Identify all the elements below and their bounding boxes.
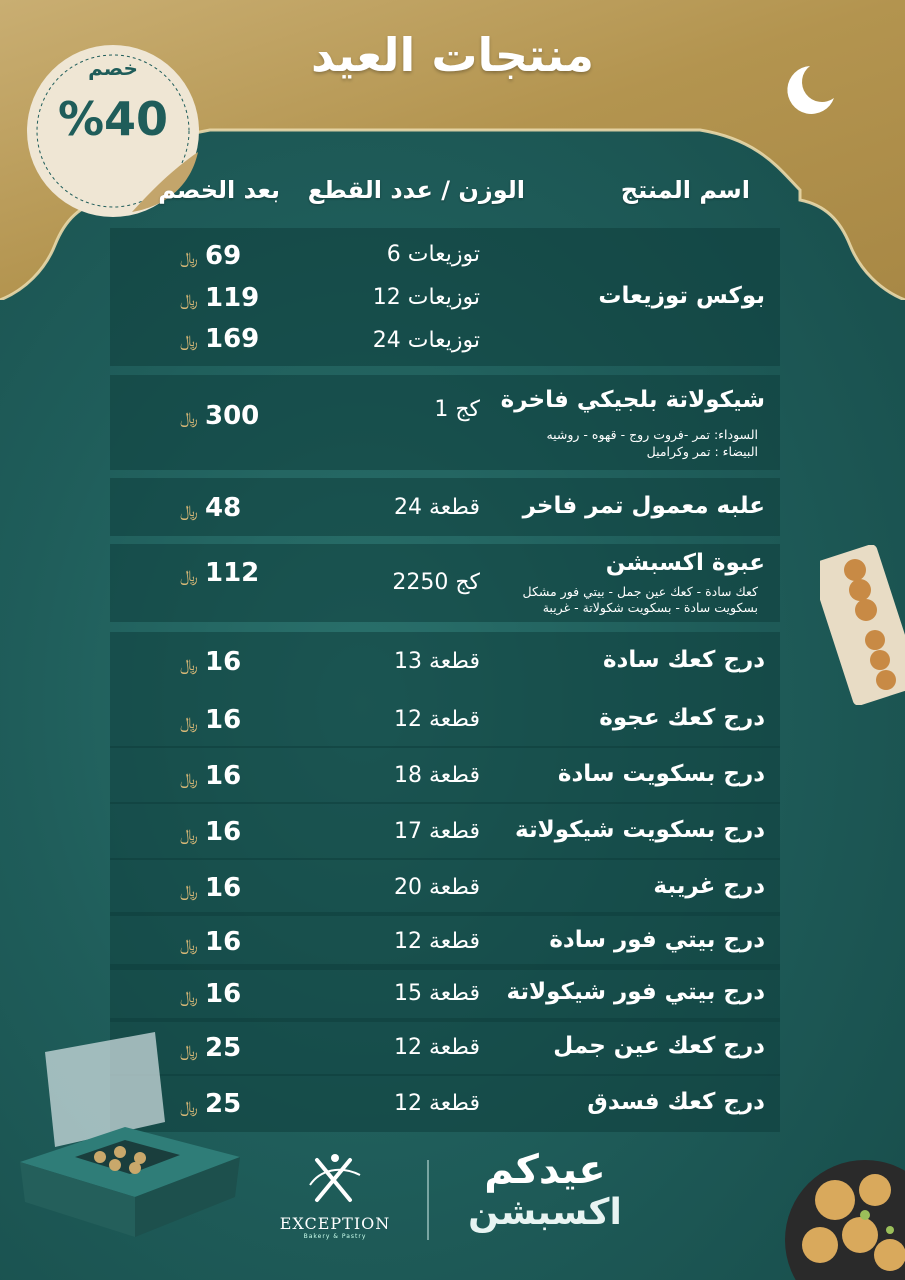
eid-slogan — [450, 1148, 640, 1234]
product-price: 16 — [205, 761, 242, 791]
product-qty: 24 توزيعات — [372, 328, 480, 353]
crescent-moon-icon — [780, 60, 840, 120]
riyal-icon: ﷼ — [180, 248, 198, 267]
product-qty: 15 قطعة — [394, 981, 480, 1006]
product-name: درج بيتي فور شيكولاتة — [506, 979, 765, 1005]
product-price: 16 — [205, 647, 242, 677]
product-price: 25 — [205, 1089, 242, 1119]
riyal-icon: ﷼ — [180, 290, 198, 309]
brand-name: EXCEPTION — [279, 1214, 391, 1233]
product-name: بوكس توزيعات — [598, 283, 765, 309]
riyal-icon: ﷼ — [180, 825, 198, 844]
table-row — [110, 964, 780, 1022]
gift-box-image — [15, 1022, 245, 1252]
product-price: 169 — [205, 324, 260, 354]
product-qty: 20 قطعة — [394, 875, 480, 900]
product-price: 119 — [205, 283, 260, 313]
product-description: السوداء: تمر -فروت روج - قهوه - روشيه — [546, 427, 758, 442]
product-qty: 13 قطعة — [394, 649, 480, 674]
product-price: 48 — [205, 493, 242, 523]
column-header-product: اسم المنتج — [620, 176, 750, 204]
product-qty: 6 توزيعات — [386, 242, 480, 267]
product-name: شيكولاتة بلجيكي فاخرة — [500, 387, 765, 413]
product-price: 300 — [205, 401, 260, 431]
table-row — [110, 375, 780, 470]
product-qty: 2250 كج — [392, 570, 480, 595]
table-row — [110, 690, 780, 748]
riyal-icon: ﷼ — [180, 655, 198, 674]
riyal-icon: ﷼ — [180, 1041, 198, 1060]
riyal-icon: ﷼ — [180, 501, 198, 520]
product-name: درج بسكويت شيكولاتة — [515, 817, 765, 843]
product-name: علبه معمول تمر فاخر — [522, 493, 765, 519]
product-description: كعك سادة - كعك عين جمل - بيتي فور مشكل — [522, 584, 758, 599]
product-qty: 17 قطعة — [394, 819, 480, 844]
discount-value: %40 — [57, 92, 169, 146]
table-row — [110, 228, 780, 366]
table-row — [110, 544, 780, 622]
brand-subtitle: Bakery & Pastry — [303, 1233, 367, 1240]
product-price: 16 — [205, 873, 242, 903]
riyal-icon: ﷼ — [180, 881, 198, 900]
product-name: درج بيتي فور سادة — [549, 927, 765, 953]
product-description: البيضاء : تمر وكراميل — [646, 444, 758, 459]
riyal-icon: ﷼ — [180, 566, 198, 585]
product-name: درج كعك فسدق — [587, 1089, 765, 1115]
product-name: عبوة اكسبشن — [605, 550, 765, 576]
exception-logo — [270, 1150, 400, 1240]
slogan-line-2: اكسبشن — [468, 1192, 622, 1233]
riyal-icon: ﷼ — [180, 769, 198, 788]
product-qty: 12 قطعة — [394, 929, 480, 954]
footer-divider — [427, 1160, 429, 1240]
page-title: منتجات العيد — [310, 28, 595, 82]
product-name: درج كعك عين جمل — [553, 1033, 765, 1059]
riyal-icon: ﷼ — [180, 987, 198, 1006]
cookie-tray-image — [820, 545, 905, 705]
product-price: 69 — [205, 241, 242, 271]
product-price: 16 — [205, 979, 242, 1009]
product-qty: 12 قطعة — [394, 1091, 480, 1116]
product-name: درج غريبة — [653, 873, 765, 899]
product-description: بسكويت سادة - بسكويت شكولاتة - غريبة — [542, 600, 758, 615]
exception-logo-icon — [305, 1150, 365, 1210]
table-row — [110, 802, 780, 860]
table-row — [110, 632, 780, 690]
product-qty: 1 كج — [434, 397, 480, 422]
product-price: 16 — [205, 927, 242, 957]
table-row — [110, 858, 780, 916]
column-header-weight: الوزن / عدد القطع — [307, 176, 525, 204]
cookie-plate-image — [780, 1160, 905, 1280]
riyal-icon: ﷼ — [180, 935, 198, 954]
product-qty: 12 توزيعات — [372, 285, 480, 310]
product-qty: 24 قطعة — [394, 495, 480, 520]
product-qty: 12 قطعة — [394, 707, 480, 732]
riyal-icon: ﷼ — [180, 713, 198, 732]
product-price: 16 — [205, 817, 242, 847]
product-price: 25 — [205, 1033, 242, 1063]
table-row — [110, 478, 780, 536]
product-name: درج كعك عجوة — [599, 705, 765, 731]
product-name: درج بسكويت سادة — [557, 761, 765, 787]
product-price: 112 — [205, 558, 260, 588]
riyal-icon: ﷼ — [180, 331, 198, 350]
product-name: درج كعك سادة — [602, 647, 765, 673]
product-price: 16 — [205, 705, 242, 735]
column-header-price: بعد الخصم — [158, 176, 280, 204]
riyal-icon: ﷼ — [180, 408, 198, 427]
product-qty: 18 قطعة — [394, 763, 480, 788]
riyal-icon: ﷼ — [180, 1097, 198, 1116]
slogan-line-1: عيدكم — [484, 1147, 606, 1193]
product-qty: 12 قطعة — [394, 1035, 480, 1060]
table-row — [110, 746, 780, 804]
discount-label: خصم — [88, 56, 138, 80]
table-row — [110, 912, 780, 970]
